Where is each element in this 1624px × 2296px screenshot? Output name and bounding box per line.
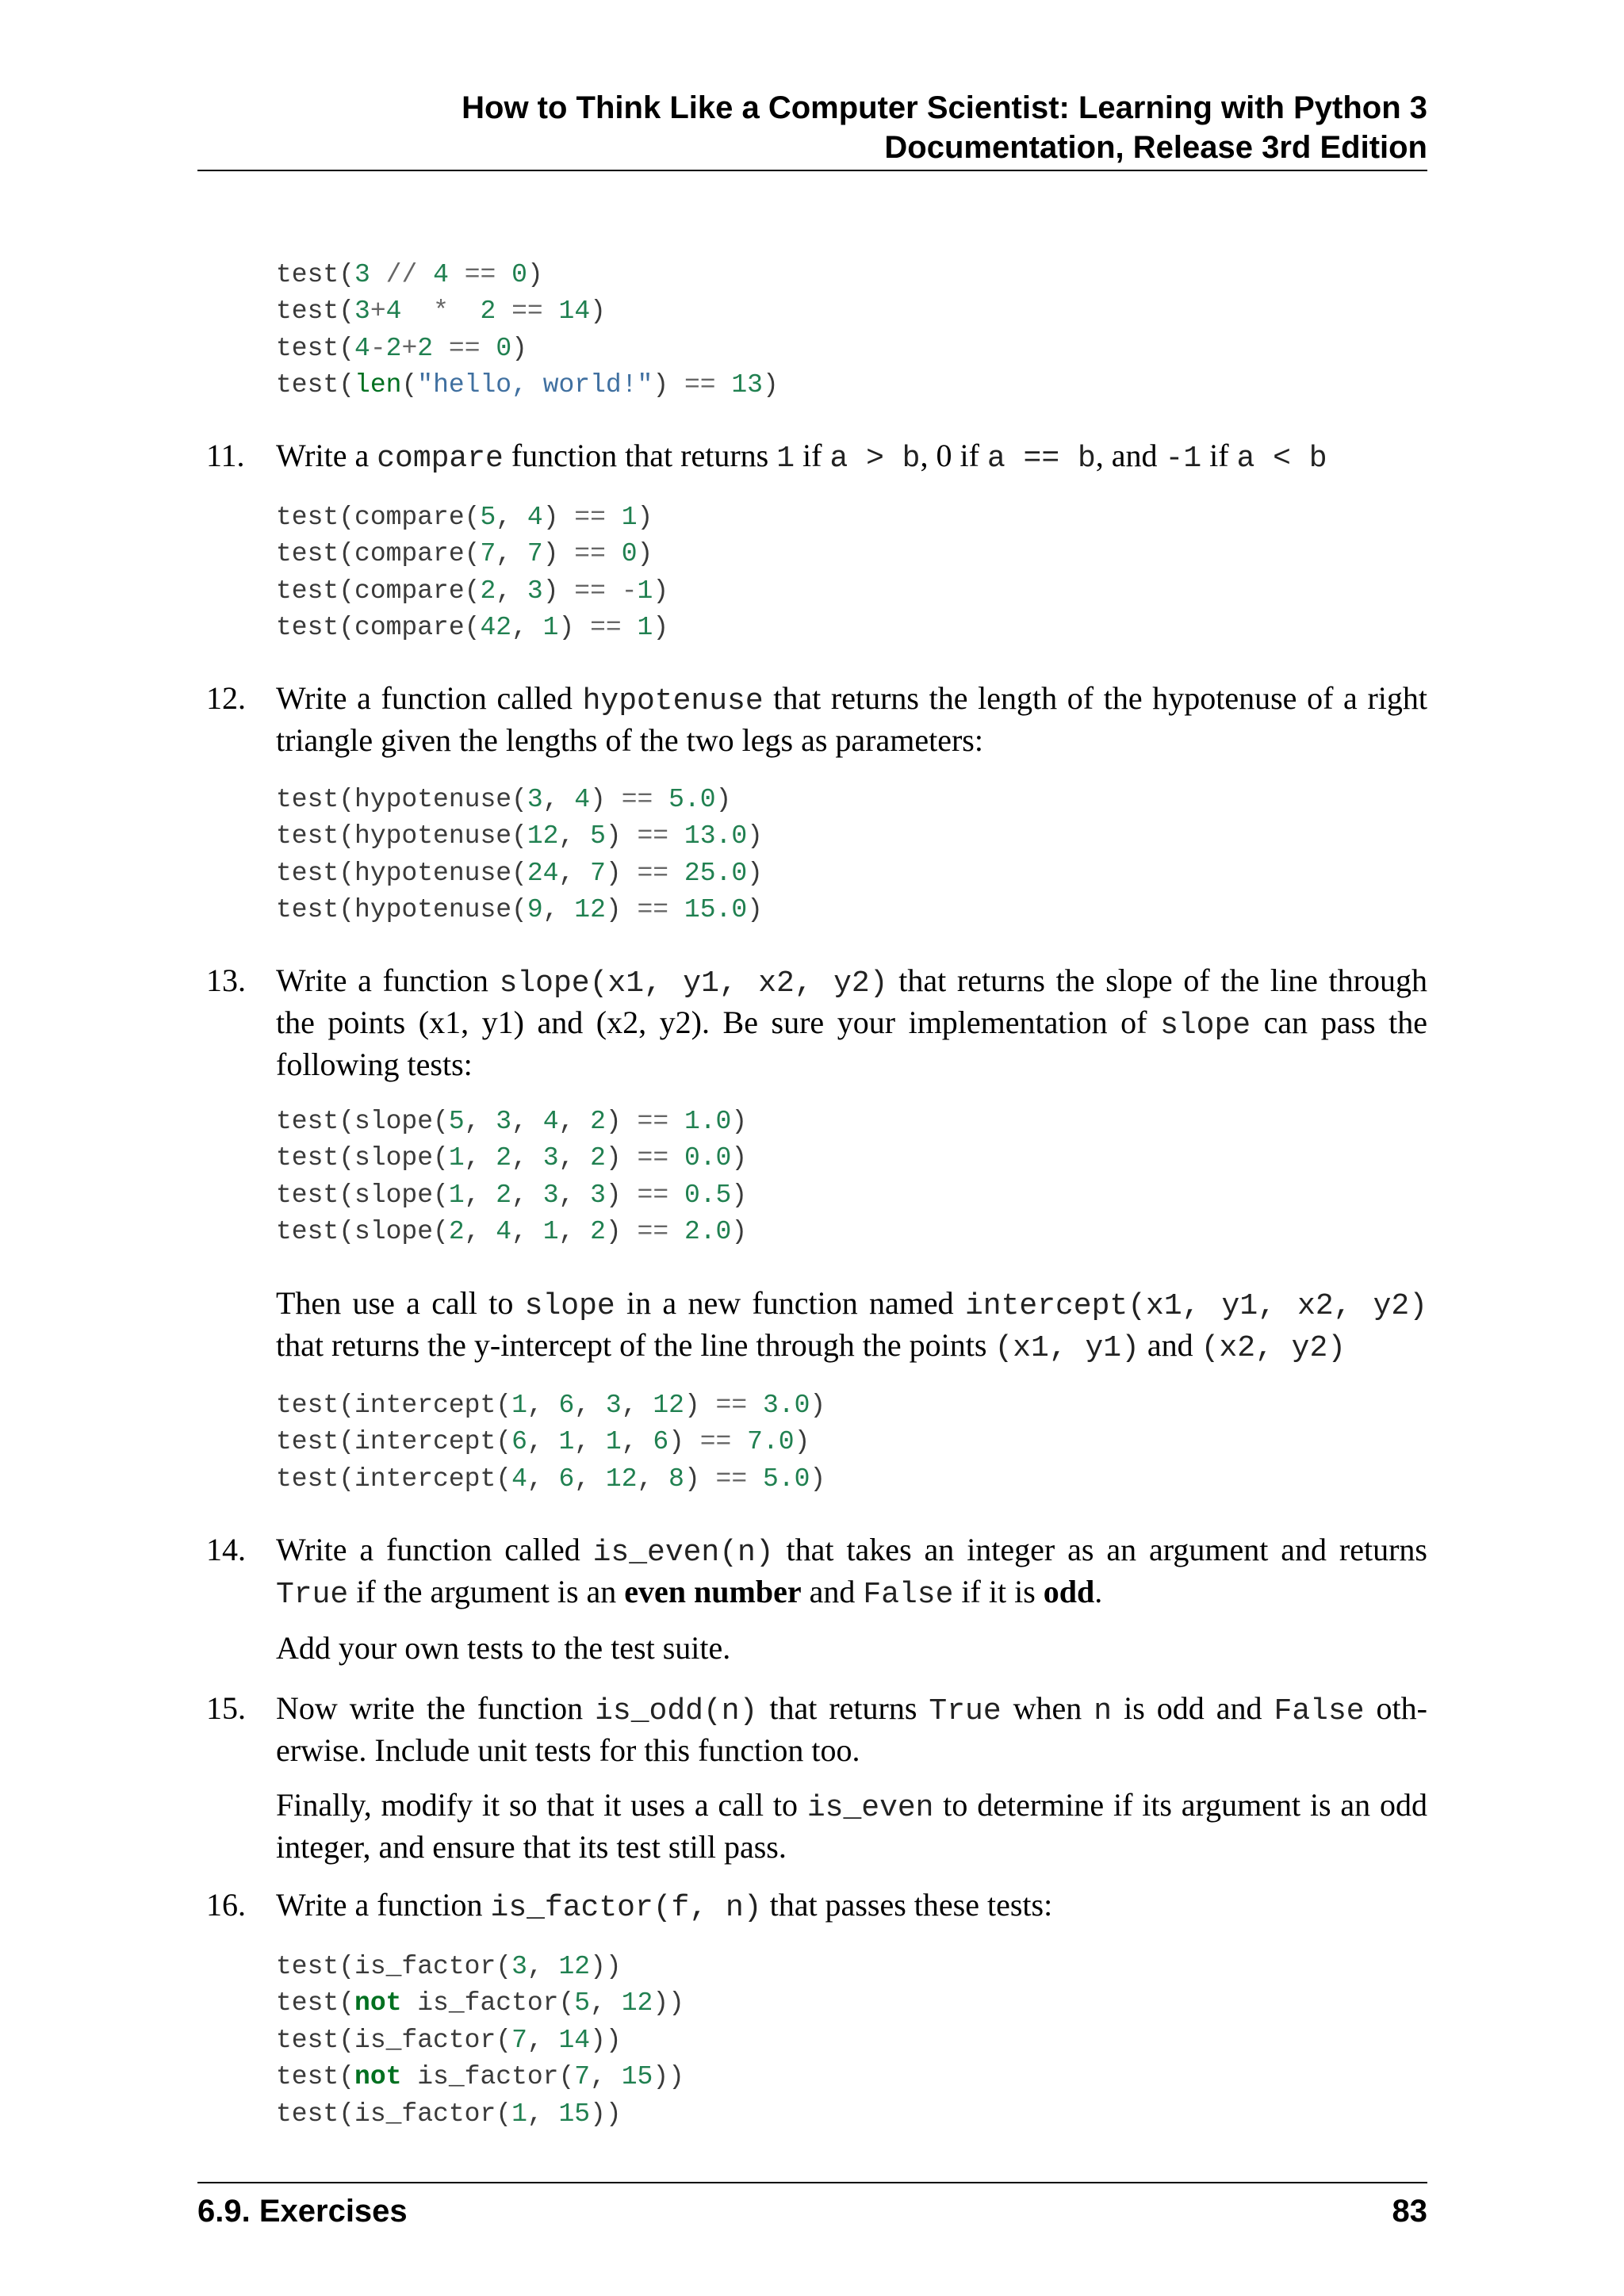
code-line: test(slope(2, 4, 1, 2) == 2.0)	[276, 1217, 748, 1247]
exercise-number: 16.	[206, 1887, 246, 1923]
code-line: test(compare(7, 7) == 0)	[276, 539, 653, 569]
code-line: test(len("hello, world!") == 13)	[276, 370, 779, 400]
code-line: test(3+4 * 2 == 14)	[276, 297, 606, 327]
exercise-number: 11.	[206, 438, 245, 473]
exercise-text: Write a function is_factor(f, n) that passes these tests:	[276, 1887, 1053, 1925]
footer-rule	[197, 2182, 1427, 2183]
code-line: test(slope(1, 2, 3, 3) == 0.5)	[276, 1180, 748, 1210]
code-line: test(hypotenuse(12, 5) == 13.0)	[276, 821, 763, 851]
code-line: test(intercept(1, 6, 3, 12) == 3.0)	[276, 1391, 826, 1420]
code-line: test(compare(2, 3) == -1)	[276, 576, 669, 606]
exercise-text: Write a compare function that returns 1 if a > b, 0 if a == b, and -1 if a < b	[276, 438, 1327, 476]
code-line: test(intercept(6, 1, 1, 6) == 7.0)	[276, 1427, 810, 1457]
code-line: test(compare(42, 1) == 1)	[276, 613, 669, 643]
exercise-text: Write a function called is_even(n) that takes an integer as an argument and returns True if the argument is an even number and False if it is odd.	[276, 1532, 1427, 1612]
code-line: test(3 // 4 == 0)	[276, 260, 543, 289]
code-line: test(intercept(4, 6, 12, 8) == 5.0)	[276, 1464, 826, 1494]
code-block	[276, 1949, 684, 2133]
code-line: test(slope(5, 3, 4, 2) == 1.0)	[276, 1107, 748, 1136]
exercise-text: Write a function slope(x1, y1, x2, y2) that returns the slope of the line through the points (x1, y1) and (x2, y2). Be sure your implementation of slope can pass the following tests:	[276, 962, 1428, 1082]
exercise-text: Write a function called hypotenuse that returns the length of the hypotenuse of a right triangle given the lengths of the two legs as parameters:	[276, 680, 1428, 758]
running-header-line-1: How to Think Like a Computer Scientist: Learning with Python 3	[462, 90, 1427, 125]
code-line: test(not is_factor(5, 12))	[276, 1988, 684, 2019]
exercise-number: 12.	[206, 680, 246, 716]
exercise-15-paragraph-2: Finally, modify it so that it uses a call to is_even to determine if its argument is an odd integer, and ensure that its test still pass.	[276, 1787, 1427, 1865]
exercise-number: 13.	[206, 962, 246, 998]
code-line: test(hypotenuse(24, 7) == 25.0)	[276, 858, 763, 888]
code-line: test(is_factor(1, 15))	[276, 2099, 622, 2129]
code-block	[276, 499, 668, 647]
code-line: test(not is_factor(7, 15))	[276, 2062, 684, 2092]
code-line: test(is_factor(7, 14))	[276, 2025, 622, 2055]
running-header-line-2: Documentation, Release 3rd Edition	[884, 130, 1427, 165]
footer-section: 6.9. Exercises	[197, 2194, 408, 2229]
code-block	[276, 257, 779, 404]
code-line: test(compare(5, 4) == 1)	[276, 503, 653, 532]
code-line: test(hypotenuse(9, 12) == 15.0)	[276, 895, 763, 925]
footer-page-number: 83	[1392, 2194, 1427, 2229]
code-block	[276, 1387, 825, 1498]
exercise-14-paragraph-2: Add your own tests to the test suite.	[276, 1630, 731, 1666]
code-line: test(slope(1, 2, 3, 2) == 0.0)	[276, 1143, 748, 1173]
exercise-text: Now write the function is_odd(n) that returns True when n is odd and False oth- erwise. Include unit tests for this function too.	[276, 1690, 1427, 1768]
code-line: test(hypotenuse(3, 4) == 5.0)	[276, 785, 732, 814]
code-line: test(is_factor(3, 12))	[276, 1952, 622, 1981]
code-line: test(4-2+2 == 0)	[276, 333, 527, 363]
exercise-number: 14.	[206, 1532, 246, 1567]
header-rule	[197, 170, 1427, 171]
code-block	[276, 782, 763, 929]
code-block	[276, 1104, 747, 1251]
exercise-number: 15.	[206, 1690, 246, 1726]
exercise-13-paragraph-2: Then use a call to slope in a new function named intercept(x1, y1, x2, y2) that returns the y-intercept of the line through the points (x1, y1) and (x2, y2)	[276, 1285, 1428, 1365]
